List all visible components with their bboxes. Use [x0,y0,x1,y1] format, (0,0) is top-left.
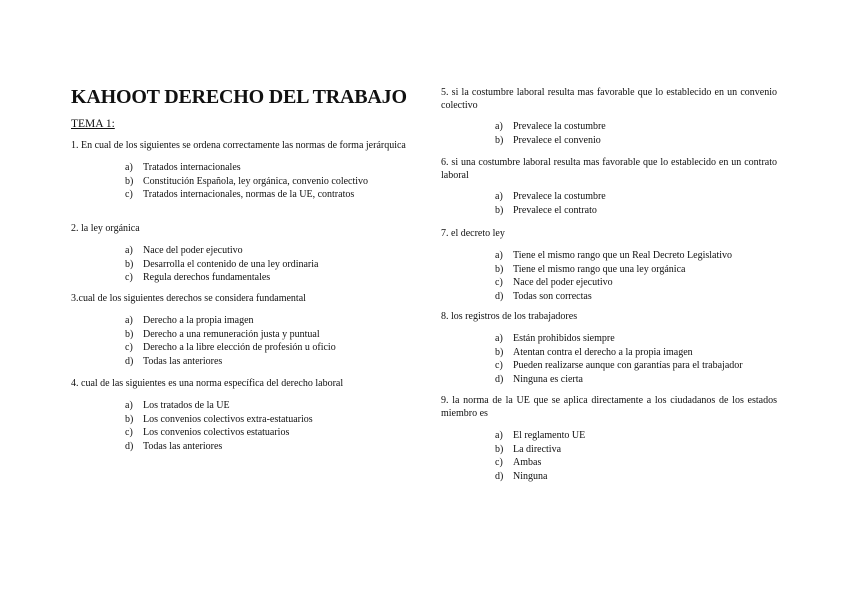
option-marker: a) [495,333,503,344]
answer-option [495,456,777,470]
answer-option [495,470,777,484]
option-label: Prevalece la costumbre [513,191,606,202]
answer-option [495,346,777,360]
answer-option [495,429,777,443]
question-text: 9. la norma de la UE que se aplica directamente a los ciudadanos de los estados miembro es [441,395,777,419]
option-marker: b) [125,328,134,340]
option-marker: a) [125,400,133,411]
answer-list [495,120,777,147]
question-1 [71,139,407,202]
option-label: Todas son correctas [513,290,592,302]
option-marker: a) [125,245,133,256]
answer-option [125,244,407,258]
option-label: Constitución Española, ley orgánica, convenio colectivo [143,175,369,187]
option-label: Desarrolla el contenido de una ley ordinaria [143,258,319,270]
question-text: 6. si una costumbre laboral resulta mas favorable que lo establecido en un contrato laboral [441,157,777,181]
answer-option [125,440,407,454]
option-marker: d) [495,470,504,482]
option-marker: c) [495,457,503,469]
option-marker: c) [125,427,133,439]
answer-option [495,134,777,148]
option-label: Los tratados de la UE [143,400,230,411]
option-label: Nace del poder ejecutivo [513,277,613,289]
option-marker: b) [495,443,504,455]
answer-option [495,276,777,290]
option-label: La directiva [513,443,562,455]
option-label: Prevalece el convenio [513,134,601,146]
question-text: 2. la ley orgánica [71,223,140,234]
option-marker: b) [495,263,504,275]
answer-option [125,188,407,202]
answer-list [495,332,777,386]
answer-option [125,328,407,342]
answer-list [495,429,777,483]
option-marker: c) [495,277,503,289]
answer-option [125,413,407,427]
option-marker: a) [495,191,503,202]
question-3 [71,292,407,368]
option-label: Tiene el mismo rango que un Real Decreto Legislativo [513,250,733,261]
document-title: KAHOOT DERECHO DEL TRABAJO [71,86,407,108]
option-marker: b) [125,413,134,425]
option-marker: a) [125,315,133,326]
option-label: Derecho a una remuneración justa y puntual [143,328,320,340]
answer-option [125,271,407,285]
answer-option [125,341,407,355]
question-text: 8. los registros de los trabajadores [441,311,578,322]
option-label: Nace del poder ejecutivo [143,245,243,256]
answer-option [125,175,407,189]
answer-list [495,249,777,303]
option-marker: b) [125,258,134,270]
answer-option [125,426,407,440]
answer-option [495,443,777,457]
option-label: Ambas [513,457,542,469]
question-text: 4. cual de las siguientes es una norma específica del derecho laboral [71,378,344,389]
option-marker: c) [125,342,133,354]
option-marker: d) [495,290,504,302]
question-text: 1. En cual de los siguientes se ordena correctamente las normas de forma jerárquica [71,140,406,151]
option-label: Tratados internacionales, normas de la UE, contratos [143,189,355,201]
option-marker: d) [125,355,134,367]
answer-option [125,258,407,272]
option-marker: c) [125,272,133,284]
answer-list [495,190,777,217]
option-label: Todas las anteriores [143,440,223,452]
option-marker: c) [125,189,133,201]
option-marker: a) [125,162,133,173]
option-marker: c) [495,360,503,372]
question-8 [441,310,777,386]
answer-list [125,161,407,202]
answer-option [495,290,777,304]
question-text: 3.cual de los siguientes derechos se considera fundamental [71,293,306,304]
option-label: Derecho a la propia imagen [143,315,254,326]
question-9 [441,394,777,483]
question-text: 5. si la costumbre laboral resulta mas favorable que lo establecido en un convenio colectivo [441,87,777,111]
option-marker: b) [495,204,504,216]
answer-option [125,399,407,413]
answer-option [125,355,407,369]
answer-option [495,359,777,373]
section-heading: TEMA 1: [71,118,115,130]
option-label: Regula derechos fundamentales [143,272,271,284]
answer-option [495,190,777,204]
option-label: Están prohibidos siempre [513,333,615,344]
option-marker: d) [125,440,134,452]
answer-list [125,244,407,285]
question-2 [71,222,407,285]
answer-option [495,204,777,218]
option-label: Tiene el mismo rango que una ley orgánica [513,263,686,275]
option-label: Prevalece la costumbre [513,121,606,132]
option-label: Los convenios colectivos extra-estatuarios [143,413,313,425]
option-label: Atentan contra el derecho a la propia imagen [513,346,693,358]
answer-option [495,120,777,134]
option-marker: b) [495,134,504,146]
option-marker: a) [495,121,503,132]
option-label: Ninguna [513,470,548,482]
option-marker: a) [495,250,503,261]
option-label: Los convenios colectivos estatuarios [143,427,290,439]
option-marker: b) [495,346,504,358]
answer-option [125,161,407,175]
answer-option [495,373,777,387]
option-label: Derecho a la libre elección de profesión u oficio [143,342,336,354]
option-marker: a) [495,430,503,441]
option-label: Todas las anteriores [143,355,223,367]
option-marker: d) [495,373,504,385]
option-label: Ninguna es cierta [513,373,583,385]
answer-option [495,332,777,346]
option-label: El reglamento UE [513,430,586,441]
question-5 [441,86,777,147]
option-label: Pueden realizarse aunque con garantías para el trabajador [513,360,743,372]
option-label: Prevalece el contrato [513,204,597,216]
answer-list [125,314,407,368]
answer-option [495,249,777,263]
question-7 [441,227,777,303]
answer-option [125,314,407,328]
answer-option [495,263,777,277]
option-label: Tratados internacionales [143,162,241,173]
answer-list [125,399,407,453]
question-6 [441,156,777,217]
question-text: 7. el decreto ley [441,228,505,239]
question-4 [71,377,407,453]
option-marker: b) [125,175,134,187]
